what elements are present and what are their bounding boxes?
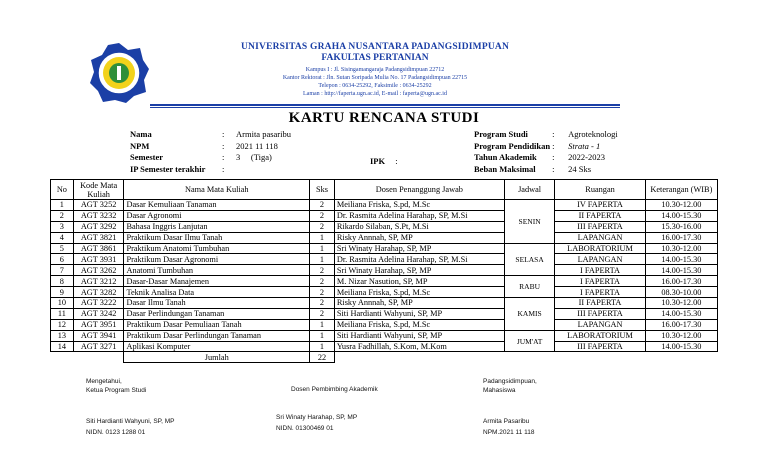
cell-dosen: Rikardo Silaban, S.Pt, M.Si xyxy=(334,221,504,232)
table-row xyxy=(51,254,718,265)
faculty-name: FAKULTAS PERTANIAN xyxy=(321,53,429,63)
table-row xyxy=(51,200,718,211)
cell-keterangan: 10.30-12.00 xyxy=(645,200,717,211)
separator: : xyxy=(222,152,225,162)
course-table xyxy=(50,179,718,363)
cell-dosen: Sri Winaty Harahap, SP, MP xyxy=(334,265,504,276)
cell-ruangan: LABORATORIUM xyxy=(555,330,645,341)
cell-jadwal-rabu: RABU xyxy=(504,276,554,298)
cell-keterangan: 10.30-12.00 xyxy=(645,330,717,341)
cell-no: 10 xyxy=(51,298,74,309)
cell-sks: 2 xyxy=(310,287,335,298)
cell-sks: 2 xyxy=(310,221,335,232)
sig-kaprodi-name: Siti Hardianti Wahyuni, SP, MP xyxy=(86,418,175,425)
cell-keterangan: 14.00-15.30 xyxy=(645,341,717,352)
sig-mhs-npm: NPM.2021 11 118 xyxy=(483,428,535,436)
sig-pa-name: Sri Winaty Harahap, SP, MP xyxy=(276,414,358,421)
cell-ruangan: III FAPERTA xyxy=(555,341,645,352)
cell-kode: AGT 3232 xyxy=(73,210,124,221)
cell-sks: 1 xyxy=(310,341,335,352)
table-row xyxy=(51,232,718,243)
university-name: UNIVERSITAS GRAHA NUSANTARA PADANGSIDIMPUAN xyxy=(240,42,510,52)
cell-no: 4 xyxy=(51,232,74,243)
cell-sks: 1 xyxy=(310,330,335,341)
semester-label: Semester xyxy=(130,152,164,162)
cell-sks: 2 xyxy=(310,200,335,211)
sig-kaprodi-line1: Mengetahui, xyxy=(86,378,122,385)
cell-ruangan: I FAPERTA xyxy=(555,276,645,287)
cell-nama: Teknik Analisa Data xyxy=(124,287,310,298)
sig-mhs-title: Mahasiswa xyxy=(483,386,516,394)
cell-kode: AGT 3271 xyxy=(73,341,124,352)
table-row xyxy=(51,243,718,254)
cell-ruangan: I FAPERTA xyxy=(555,265,645,276)
table-row xyxy=(51,265,718,276)
cell-ruangan: II FAPERTA xyxy=(555,210,645,221)
sig-mhs-name: Armita Pasaribu xyxy=(483,418,530,425)
table-header-row xyxy=(51,180,718,200)
total-row xyxy=(51,352,718,363)
cell-kode: AGT 3931 xyxy=(73,254,124,265)
cell-ruangan: LAPANGAN xyxy=(555,319,645,330)
cell-dosen: Risky Annnah, SP, MP xyxy=(334,298,504,309)
cell-no: 12 xyxy=(51,319,74,330)
student-info-right xyxy=(472,128,620,176)
sig-mahasiswa xyxy=(483,378,537,395)
sig-kaprodi-line2: Ketua Program Studi xyxy=(86,386,147,394)
document-title: KARTU RENCANA STUDI xyxy=(288,110,480,126)
table-row xyxy=(51,287,718,298)
col-keterangan: Keterangan (WIB) xyxy=(645,180,717,200)
tahun-label: Tahun Akademik xyxy=(474,152,537,162)
cell-kode: AGT 3282 xyxy=(73,287,124,298)
cell-dosen: Meiliana Friska, S.pd, M.Sc xyxy=(334,200,504,211)
cell-kode: AGT 3212 xyxy=(73,276,124,287)
cell-kode: AGT 3242 xyxy=(73,308,124,319)
cell-ruangan: IV FAPERTA xyxy=(555,200,645,211)
nama-value: Armita pasaribu xyxy=(236,129,291,139)
separator: : xyxy=(552,163,555,174)
table-row xyxy=(51,210,718,221)
cell-keterangan: 08.30-10.00 xyxy=(645,287,717,298)
nama-label: Nama xyxy=(130,129,152,139)
col-ruangan: Ruangan xyxy=(555,180,645,200)
cell-no: 5 xyxy=(51,243,74,254)
cell-nama: Praktikum Dasar Ilmu Tanah xyxy=(124,232,310,243)
beban-value: 24 Sks xyxy=(568,163,592,174)
separator: : xyxy=(222,129,225,139)
npm-value: 2021 11 118 xyxy=(236,140,278,151)
total-label: Jumlah xyxy=(124,352,310,363)
cell-nama: Praktikum Dasar Agronomi xyxy=(124,254,310,265)
table-row xyxy=(51,319,718,330)
pendidikan-value: Strata - 1 xyxy=(568,140,601,151)
cell-ruangan: I FAPERTA xyxy=(555,287,645,298)
table-row xyxy=(51,308,718,319)
cell-nama: Aplikasi Komputer xyxy=(124,341,310,352)
col-sks: Sks xyxy=(310,180,335,200)
cell-ruangan: LAPANGAN xyxy=(555,254,645,265)
cell-sks: 1 xyxy=(310,243,335,254)
separator: : xyxy=(552,152,555,162)
cell-kode: AGT 3861 xyxy=(73,243,124,254)
header-divider-thin xyxy=(150,107,620,108)
cell-no: 8 xyxy=(51,276,74,287)
cell-dosen: Meiliana Friska, S.pd, M.Sc xyxy=(334,319,504,330)
total-spacer xyxy=(51,352,124,363)
cell-jadwal-senin: SENIN xyxy=(504,200,554,244)
address-campus: Kampus I : Jl. Sisingamangaraja Padangsidimpuan 22712 xyxy=(305,67,445,73)
cell-no: 2 xyxy=(51,210,74,221)
cell-ruangan: III FAPERTA xyxy=(555,308,645,319)
prodi-label: Program Studi xyxy=(474,129,528,139)
cell-nama: Dasar Ilmu Tanah xyxy=(124,298,310,309)
sig-kaprodi-nidn: NIDN. 0123 1288 01 xyxy=(86,428,146,436)
sig-pa-nidn: NIDN. 01300469 01 xyxy=(276,424,334,432)
cell-keterangan: 14.00-15.30 xyxy=(645,254,717,265)
cell-no: 7 xyxy=(51,265,74,276)
table-body xyxy=(51,200,718,363)
ip-label: IP Semester terakhir xyxy=(130,163,206,174)
cell-kode: AGT 3821 xyxy=(73,232,124,243)
cell-dosen: Risky Annnah, SP, MP xyxy=(334,232,504,243)
cell-sks: 1 xyxy=(310,232,335,243)
beban-label: Beban Maksimal xyxy=(474,163,536,174)
cell-dosen: Siti Hardianti Wahyuni, SP, MP xyxy=(334,308,504,319)
cell-sks: 2 xyxy=(310,265,335,276)
cell-nama: Bahasa Inggris Lanjutan xyxy=(124,221,310,232)
tahun-value: 2022-2023 xyxy=(568,152,605,162)
sig-kaprodi xyxy=(86,378,146,395)
table-row xyxy=(51,221,718,232)
cell-dosen: Dr. Rasmita Adelina Harahap, SP, M.Si xyxy=(334,210,504,221)
cell-kode: AGT 3292 xyxy=(73,221,124,232)
cell-nama: Anatomi Tumbuhan xyxy=(124,265,310,276)
cell-sks: 2 xyxy=(310,276,335,287)
separator: : xyxy=(222,163,225,174)
cell-nama: Dasar-Dasar Manajemen xyxy=(124,276,310,287)
cell-keterangan: 14.00-15.30 xyxy=(645,265,717,276)
sig-kaprodi-name-block xyxy=(86,418,175,437)
cell-keterangan: 15.30-16.00 xyxy=(645,221,717,232)
pendidikan-label: Program Pendidikan xyxy=(474,140,551,151)
cell-kode: AGT 3941 xyxy=(73,330,124,341)
cell-dosen: Yusra Fadhillah, S.Kom, M.Kom xyxy=(334,341,504,352)
header-divider xyxy=(150,104,620,106)
cell-nama: Praktikum Anatomi Tumbuhan xyxy=(124,243,310,254)
cell-no: 1 xyxy=(51,200,74,211)
table-row xyxy=(51,341,718,352)
ipk-row xyxy=(370,157,398,167)
cell-keterangan: 10.30-12.00 xyxy=(645,243,717,254)
cell-keterangan: 16.00-17.30 xyxy=(645,232,717,243)
cell-no: 11 xyxy=(51,308,74,319)
cell-no: 3 xyxy=(51,221,74,232)
total-sks: 22 xyxy=(310,352,335,363)
address-rectorate: Kantor Rektorat : Jln. Sutan Soripada Mulia No. 17 Padangsidimpuan 22715 xyxy=(282,75,468,81)
cell-nama: Praktikum Dasar Perlindungan Tanaman xyxy=(124,330,310,341)
letterhead xyxy=(190,42,560,98)
separator: : xyxy=(552,129,555,139)
sig-mhs-place: Padangsidimpuan, xyxy=(483,378,537,385)
cell-sks: 2 xyxy=(310,298,335,309)
university-logo-icon xyxy=(88,42,150,104)
cell-no: 14 xyxy=(51,341,74,352)
table-row xyxy=(51,298,718,309)
cell-no: 9 xyxy=(51,287,74,298)
student-info-left xyxy=(128,128,293,176)
cell-keterangan: 14.00-15.30 xyxy=(645,210,717,221)
cell-kode: AGT 3222 xyxy=(73,298,124,309)
separator: : xyxy=(395,155,398,166)
cell-kode: AGT 3252 xyxy=(73,200,124,211)
cell-sks: 1 xyxy=(310,319,335,330)
cell-keterangan: 16.00-17.30 xyxy=(645,319,717,330)
cell-keterangan: 14.00-15.30 xyxy=(645,308,717,319)
cell-jadwal-kamis: KAMIS xyxy=(504,298,554,331)
sig-pa-title: Dosen Pembimbing Akademik xyxy=(291,386,378,393)
cell-kode: AGT 3262 xyxy=(73,265,124,276)
cell-sks: 1 xyxy=(310,254,335,265)
phone-line: Telepon : 0634-25292, Faksimile : 0634-25292 xyxy=(318,83,432,89)
semester-value: 3 (Tiga) xyxy=(236,152,272,162)
cell-nama: Praktikum Dasar Pemuliaan Tanah xyxy=(124,319,310,330)
cell-no: 6 xyxy=(51,254,74,265)
cell-ruangan: LAPANGAN xyxy=(555,232,645,243)
cell-nama: Dasar Agronomi xyxy=(124,210,310,221)
table-row xyxy=(51,330,718,341)
cell-no: 13 xyxy=(51,330,74,341)
cell-dosen: Dr. Rasmita Adelina Harahap, SP, M.Si xyxy=(334,254,504,265)
cell-keterangan: 16.00-17.30 xyxy=(645,276,717,287)
cell-dosen: Sri Winaty Harahap, SP, MP xyxy=(334,243,504,254)
cell-ruangan: III FAPERTA xyxy=(555,221,645,232)
col-nama: Nama Mata Kuliah xyxy=(124,180,310,200)
col-no: No xyxy=(51,180,74,200)
cell-keterangan: 10.30-12.00 xyxy=(645,298,717,309)
cell-jadwal-jumat: JUM'AT xyxy=(504,330,554,352)
cell-nama: Dasar Kemuliaan Tanaman xyxy=(124,200,310,211)
cell-nama: Dasar Perlindungan Tanaman xyxy=(124,308,310,319)
cell-dosen: M. Nizar Nasution, SP, MP xyxy=(334,276,504,287)
col-kode: Kode Mata Kuliah xyxy=(73,180,124,200)
col-jadwal: Jadwal xyxy=(504,180,554,200)
prodi-value: Agroteknologi xyxy=(568,129,618,139)
sig-pa-name-block xyxy=(276,414,357,433)
cell-sks: 2 xyxy=(310,308,335,319)
npm-label: NPM xyxy=(130,140,150,151)
cell-ruangan: LABORATORIUM xyxy=(555,243,645,254)
separator: : xyxy=(222,140,225,151)
cell-sks: 2 xyxy=(310,210,335,221)
cell-ruangan: II FAPERTA xyxy=(555,298,645,309)
separator: : xyxy=(552,140,555,151)
sig-mhs-name-block xyxy=(483,418,534,437)
col-dosen: Dosen Penanggung Jawab xyxy=(334,180,504,200)
cell-dosen: Meiliana Friska, S.pd, M.Sc xyxy=(334,287,504,298)
ipk-label: IPK xyxy=(370,155,386,166)
cell-jadwal-selasa: SELASA xyxy=(504,243,554,276)
cell-kode: AGT 3951 xyxy=(73,319,124,330)
table-row xyxy=(51,276,718,287)
web-email-line: Laman : http://faperta.ugn.ac.id, E-mail : faperta@ugn.ac.id xyxy=(303,91,447,97)
cell-dosen: Siti Hardianti Wahyuni, SP, MP xyxy=(334,330,504,341)
